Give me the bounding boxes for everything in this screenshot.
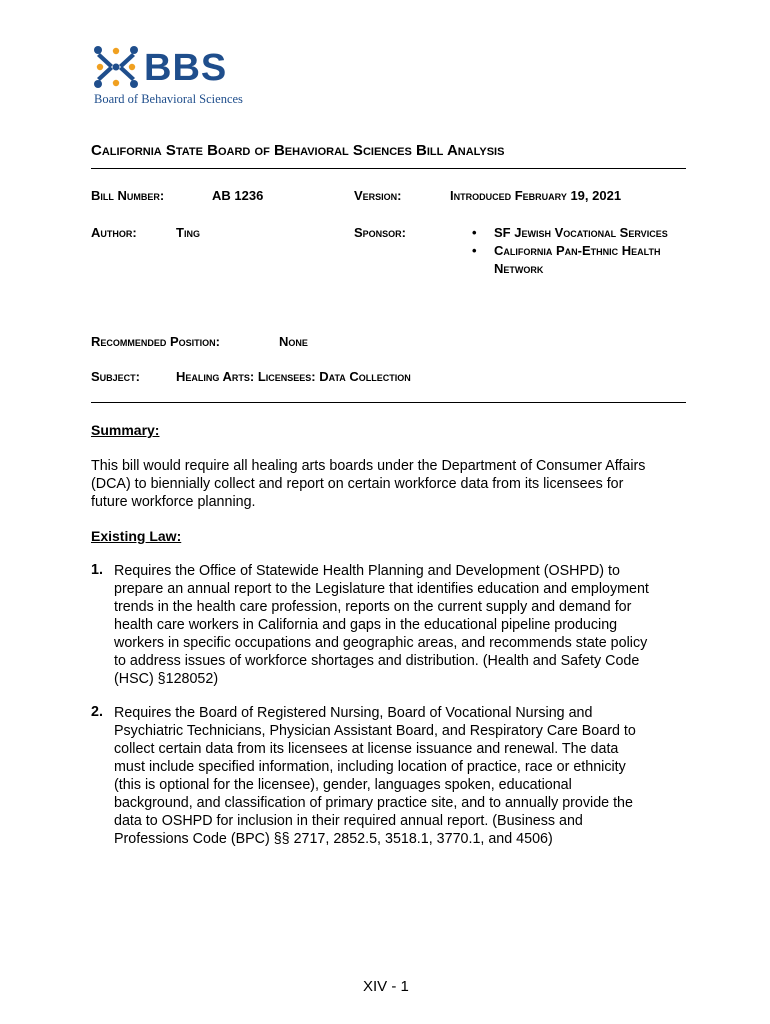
bill-number-value: AB 1236: [212, 188, 264, 203]
logo-org-name: Board of Behavioral Sciences: [94, 92, 243, 106]
existing-law-item-number: 2.: [91, 704, 103, 720]
existing-law-item-number: 1.: [91, 562, 103, 578]
existing-law-line: data to OSHPD for inclusion in their required annual report. (Business and: [114, 813, 583, 829]
sponsor-item: • California Pan-Ethnic Health Network: [470, 242, 700, 278]
summary-line: (DCA) to biennially collect and report on certain workforce data from its licensees for: [91, 476, 624, 492]
existing-law-line: must include specified information, including location of practice, race or ethnicity: [114, 759, 626, 775]
subject-value: Healing Arts: Licensees: Data Collection: [176, 369, 411, 384]
author-label: Author:: [91, 225, 137, 240]
existing-law-item-text: [114, 562, 649, 688]
existing-law-line: (HSC) §128052): [114, 671, 219, 687]
summary-line: This bill would require all healing arts boards under the Department of Consumer Affairs: [91, 458, 646, 474]
existing-law-item-text: [114, 704, 636, 848]
document-title: California State Board of Behavioral Sciences Bill Analysis: [91, 142, 505, 159]
existing-law-line: Psychiatric Technicians, Physician Assistant Board, and Respiratory Care Board to: [114, 723, 636, 739]
existing-law-line: Requires the Board of Registered Nursing, Board of Vocational Nursing and: [114, 705, 593, 721]
subject-label: Subject:: [91, 369, 141, 384]
version-label: Version:: [354, 188, 402, 203]
logo-abbreviation: BBS: [144, 47, 228, 89]
bill-number-label: Bill Number:: [91, 188, 165, 203]
existing-law-line: to address issues of workforce shortages and distribution. (Health and Safety Code: [114, 653, 640, 669]
version-value: Introduced February 19, 2021: [450, 188, 622, 203]
page-number: XIV - 1: [363, 978, 409, 995]
summary-line: future workforce planning.: [91, 494, 256, 510]
existing-law-line: prepare an annual report to the Legislature that identifies education and employment: [114, 581, 649, 597]
recommended-position-value: None: [279, 334, 308, 349]
existing-law-line: Requires the Office of Statewide Health Planning and Development (OSHPD) to: [114, 563, 620, 579]
summary-heading: Summary:: [91, 422, 160, 438]
existing-law-line: trends in the health care profession, reports on the current supply and demand for: [114, 599, 632, 615]
existing-law-line: (this is optional for the licensee), gender, languages spoken, educational: [114, 777, 572, 793]
sponsor-list: [470, 224, 700, 278]
recommended-position-label: Recommended Position:: [91, 334, 221, 349]
header-divider: [91, 402, 686, 403]
summary-paragraph: [91, 457, 645, 511]
author-value: Ting: [176, 225, 200, 240]
existing-law-line: background, and classification of primary practice site, and to annually provide the: [114, 795, 633, 811]
sponsor-label: Sponsor:: [354, 225, 407, 240]
existing-law-heading: Existing Law:: [91, 528, 182, 544]
existing-law-line: collect certain data from its licensees at license issuance and renewal. The data: [114, 741, 619, 757]
bbs-emblem-icon: [92, 44, 140, 90]
bbs-logo: [92, 44, 262, 110]
existing-law-line: health care workers in California and gaps in the educational pipeline producing: [114, 617, 618, 633]
title-divider: [91, 168, 686, 169]
sponsor-item: • SF Jewish Vocational Services: [470, 224, 700, 242]
existing-law-line: Professions Code (BPC) §§ 2717, 2852.5, 3518.1, 3770.1, and 4506): [114, 831, 553, 847]
existing-law-line: workers in specific occupations and geographic areas, and recommends state policy: [114, 635, 648, 651]
